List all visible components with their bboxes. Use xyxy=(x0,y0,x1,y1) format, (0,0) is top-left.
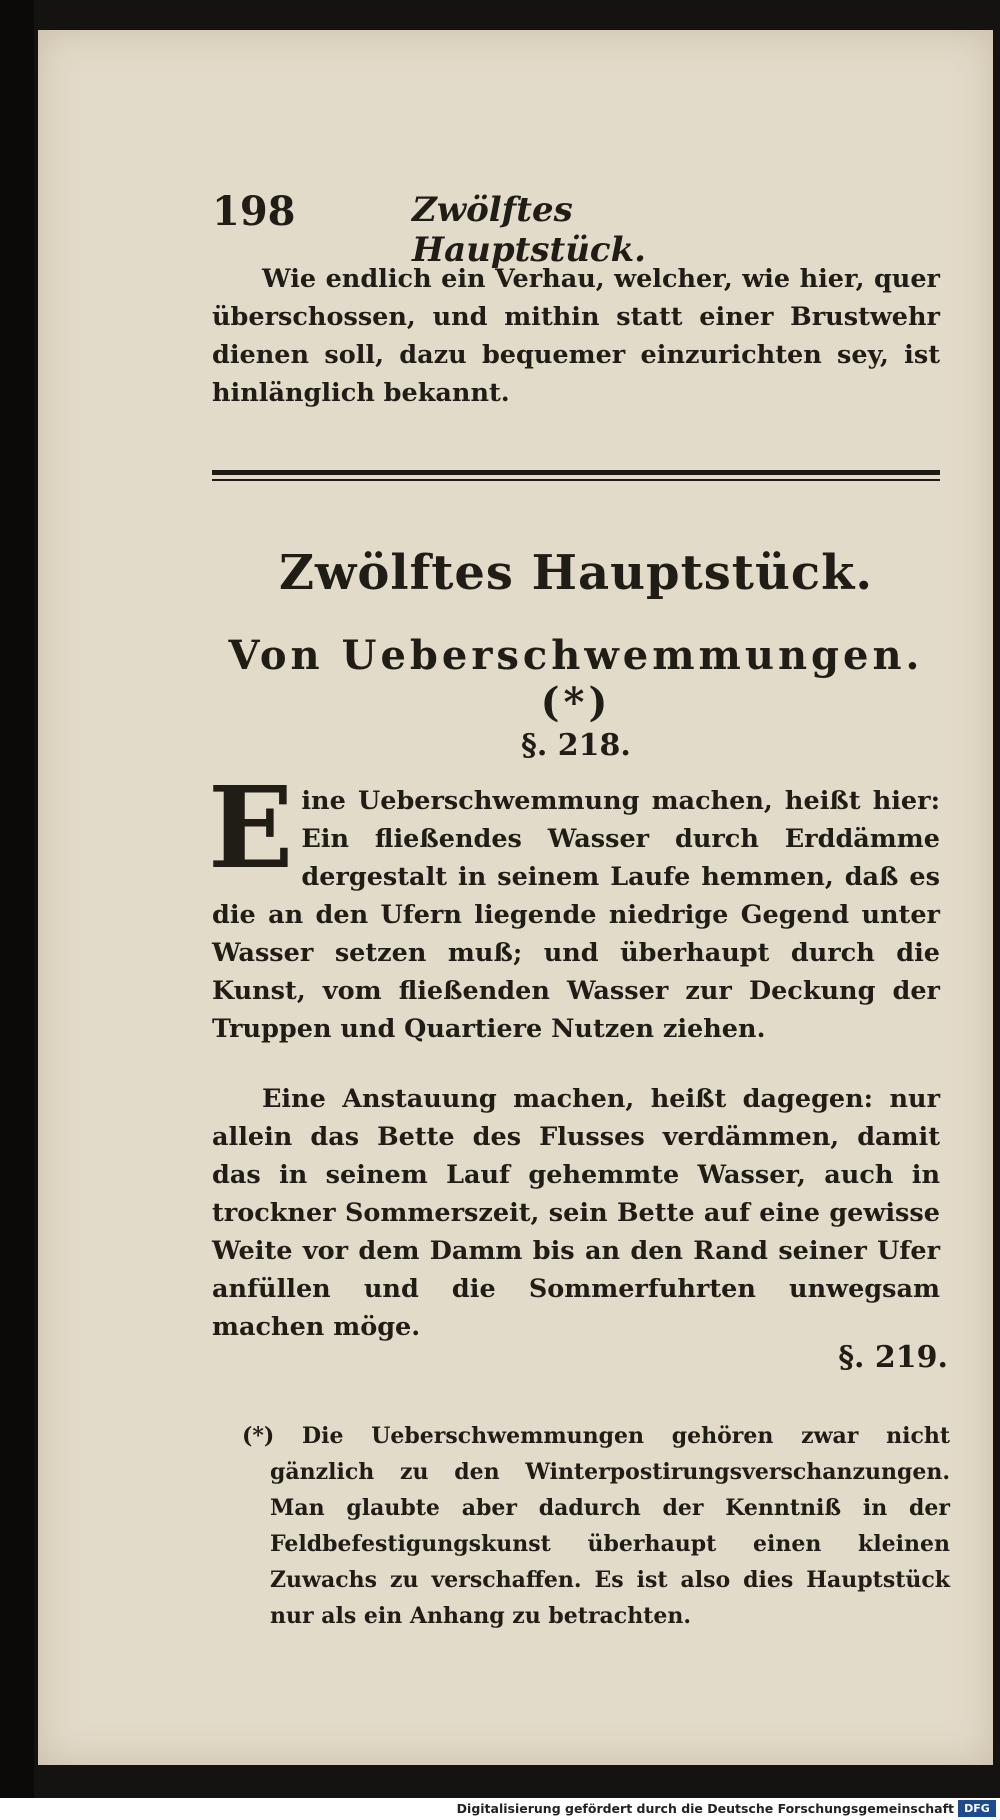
footnote: (*) Die Ueberschwemmungen gehören zwar nicht gänzlich zu den Winterpostirungsverschanzungen. Man glaubte aber dadurch der Kenntniß in der Feldbefestigungskunst überhaupt einen kleinen Zuwachs zu verschaffen. Es ist also dies Hauptstück nur als ein Anhang zu betrachten. xyxy=(242,1423,950,1629)
paragraph-ueberschwemmung xyxy=(208,763,940,1048)
chapter-title: Zwölftes Hauptstück. xyxy=(278,545,874,601)
book-spine-shadow xyxy=(0,0,34,1820)
page-number: 198 xyxy=(212,188,296,235)
book-page xyxy=(38,30,993,1765)
catchword: §. 219. xyxy=(838,1340,948,1375)
section-number: §. 218. xyxy=(521,728,631,763)
section-divider-rule xyxy=(212,470,940,484)
dfg-logo-icon: DFG xyxy=(958,1800,996,1817)
chapter-subtitle: Von Ueberschwemmungen. (*) xyxy=(228,632,924,726)
digitization-credit: Digitalisierung gefördert durch die Deutsche Forschungsgemeinschaft xyxy=(456,1801,954,1816)
intro-paragraph: Wie endlich ein Verhau, welcher, wie hier, quer überschossen, und mithin statt einer Brustwehr dienen soll, dazu bequemer einzurichten sey, ist hinlänglich bekannt. xyxy=(212,264,940,408)
paragraph-ueberschwemmung-text: ine Ueberschwemmung machen, heißt hier: Ein fließendes Wasser durch Erddämme dergestalt in seinem Laufe hemmen, daß es die an den Ufern liegende niedrige Gegend unter Wasser setzen muß; und überhaupt durch die Kunst, vom fließenden Wasser zur Deckung der Truppen und Quartiere Nutzen ziehen. xyxy=(212,786,940,1044)
running-head xyxy=(212,188,732,270)
paragraph-anstauung: Eine Anstauung machen, heißt dagegen: nur allein das Bette des Flusses verdämmen, damit das in seinem Lauf gehemmte Wasser, auch in trockner Sommerszeit, sein Bette auf eine gewisse Weite vor dem Damm bis an den Rand seiner Ufer anfüllen und die Sommerfuhrten unwegsam machen möge. xyxy=(212,1084,940,1342)
running-title: Zwölftes Hauptstück. xyxy=(412,190,647,270)
drop-cap: E xyxy=(208,763,294,894)
digitization-credit-bar xyxy=(0,1798,1000,1820)
